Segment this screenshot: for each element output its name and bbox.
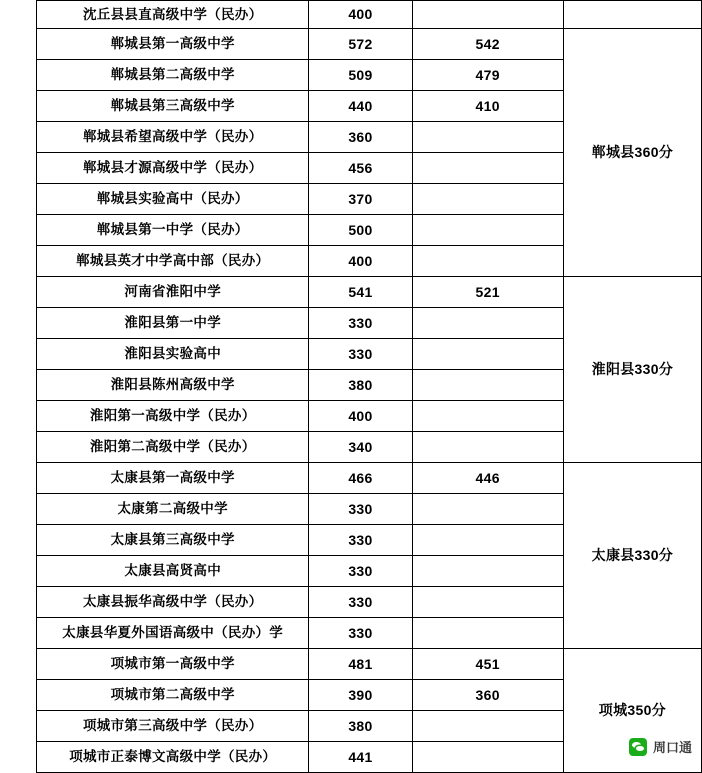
score-primary-cell: 390 xyxy=(309,680,412,711)
score-secondary-cell xyxy=(412,308,563,339)
score-primary-cell: 456 xyxy=(309,153,412,184)
school-name-cell: 郸城县希望高级中学（民办） xyxy=(37,122,309,153)
score-primary-cell: 400 xyxy=(309,401,412,432)
score-secondary-cell xyxy=(412,587,563,618)
school-name-cell: 河南省淮阳中学 xyxy=(37,277,309,308)
table-row xyxy=(37,277,702,308)
school-name-cell: 太康县振华高级中学（民办） xyxy=(37,587,309,618)
score-secondary-cell: 446 xyxy=(412,463,563,494)
score-primary-cell: 380 xyxy=(309,370,412,401)
score-secondary-cell xyxy=(412,153,563,184)
school-name-cell: 太康县高贤高中 xyxy=(37,556,309,587)
score-secondary-cell: 521 xyxy=(412,277,563,308)
score-primary-cell: 466 xyxy=(309,463,412,494)
table-row xyxy=(37,649,702,680)
school-name-cell: 太康县华夏外国语高级中（民办）学 xyxy=(37,618,309,649)
admission-score-table xyxy=(36,0,702,773)
score-primary-cell: 340 xyxy=(309,432,412,463)
school-name-cell: 项城市第一高级中学 xyxy=(37,649,309,680)
score-primary-cell: 481 xyxy=(309,649,412,680)
score-secondary-cell xyxy=(412,339,563,370)
score-secondary-cell xyxy=(412,494,563,525)
score-secondary-cell: 542 xyxy=(412,29,563,60)
county-line-cell: 项城350分 xyxy=(563,649,701,773)
score-secondary-cell xyxy=(412,618,563,649)
score-primary-cell: 330 xyxy=(309,556,412,587)
score-primary-cell: 330 xyxy=(309,525,412,556)
school-name-cell: 淮阳第一高级中学（民办） xyxy=(37,401,309,432)
school-name-cell: 淮阳第二高级中学（民办） xyxy=(37,432,309,463)
table-row xyxy=(37,1,702,29)
school-name-cell: 郸城县第一高级中学 xyxy=(37,29,309,60)
score-secondary-cell xyxy=(412,432,563,463)
score-secondary-cell xyxy=(412,246,563,277)
school-name-cell: 郸城县第二高级中学 xyxy=(37,60,309,91)
score-primary-cell: 400 xyxy=(309,246,412,277)
score-secondary-cell xyxy=(412,370,563,401)
score-secondary-cell: 360 xyxy=(412,680,563,711)
score-primary-cell: 541 xyxy=(309,277,412,308)
score-table-container xyxy=(36,0,702,773)
score-secondary-cell xyxy=(412,184,563,215)
score-secondary-cell: 451 xyxy=(412,649,563,680)
school-name-cell: 淮阳县陈州高级中学 xyxy=(37,370,309,401)
school-name-cell: 淮阳县第一中学 xyxy=(37,308,309,339)
school-name-cell: 项城市正泰博文高级中学（民办） xyxy=(37,742,309,773)
school-name-cell: 郸城县第一中学（民办） xyxy=(37,215,309,246)
wechat-icon xyxy=(629,738,647,756)
score-secondary-cell xyxy=(412,1,563,29)
score-primary-cell: 330 xyxy=(309,308,412,339)
score-secondary-cell xyxy=(412,215,563,246)
school-name-cell: 项城市第三高级中学（民办） xyxy=(37,711,309,742)
score-primary-cell: 380 xyxy=(309,711,412,742)
score-primary-cell: 572 xyxy=(309,29,412,60)
county-line-cell xyxy=(563,1,701,29)
school-name-cell: 郸城县英才中学高中部（民办） xyxy=(37,246,309,277)
score-primary-cell: 370 xyxy=(309,184,412,215)
score-secondary-cell xyxy=(412,525,563,556)
school-name-cell: 太康县第一高级中学 xyxy=(37,463,309,494)
score-primary-cell: 360 xyxy=(309,122,412,153)
score-primary-cell: 330 xyxy=(309,618,412,649)
school-name-cell: 太康县第三高级中学 xyxy=(37,525,309,556)
county-line-cell: 太康县330分 xyxy=(563,463,701,649)
score-secondary-cell xyxy=(412,401,563,432)
school-name-cell: 项城市第二高级中学 xyxy=(37,680,309,711)
score-secondary-cell xyxy=(412,556,563,587)
school-name-cell: 淮阳县实验高中 xyxy=(37,339,309,370)
score-primary-cell: 440 xyxy=(309,91,412,122)
school-name-cell: 太康第二高级中学 xyxy=(37,494,309,525)
table-body xyxy=(37,1,702,773)
table-row xyxy=(37,463,702,494)
score-secondary-cell xyxy=(412,711,563,742)
school-name-cell: 郸城县第三高级中学 xyxy=(37,91,309,122)
score-primary-cell: 509 xyxy=(309,60,412,91)
score-secondary-cell: 410 xyxy=(412,91,563,122)
score-primary-cell: 330 xyxy=(309,339,412,370)
county-line-cell: 淮阳县330分 xyxy=(563,277,701,463)
school-name-cell: 郸城县实验高中（民办） xyxy=(37,184,309,215)
score-secondary-cell: 479 xyxy=(412,60,563,91)
score-secondary-cell xyxy=(412,122,563,153)
score-primary-cell: 441 xyxy=(309,742,412,773)
county-line-cell: 郸城县360分 xyxy=(563,29,701,277)
score-primary-cell: 330 xyxy=(309,587,412,618)
score-primary-cell: 500 xyxy=(309,215,412,246)
watermark-label: 周口通 xyxy=(652,740,692,755)
score-primary-cell: 400 xyxy=(309,1,412,29)
score-primary-cell: 330 xyxy=(309,494,412,525)
school-name-cell: 郸城县才源高级中学（民办） xyxy=(37,153,309,184)
table-row xyxy=(37,29,702,60)
watermark xyxy=(629,737,692,756)
school-name-cell: 沈丘县县直高级中学（民办） xyxy=(37,1,309,29)
